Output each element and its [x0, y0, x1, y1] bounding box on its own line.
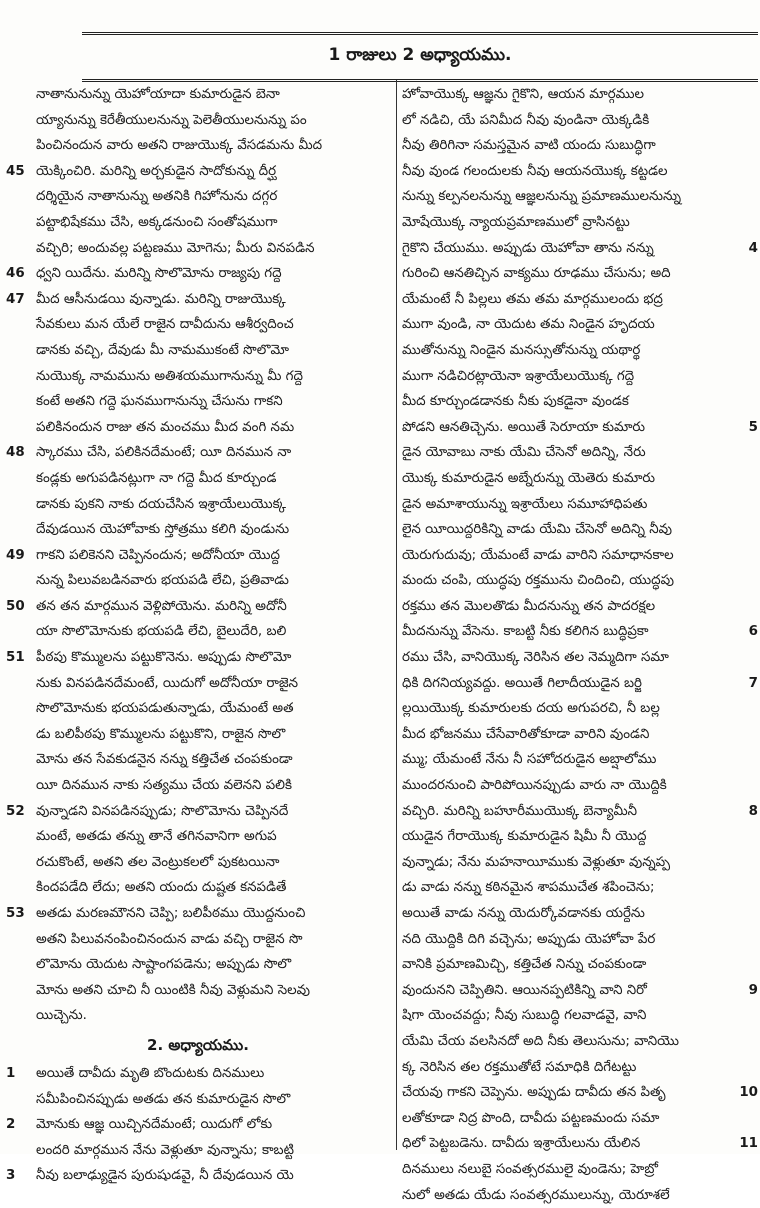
- line-text: అతడు మరణమౌనని చెప్పి; బలిపీఠము యొద్దనుంచి: [36, 906, 306, 921]
- line-text: కంటే అతని గద్దె ఘనముగానున్ను చేసును గాకని: [36, 394, 283, 410]
- line-text: అయితే దావీదు మృతి బొందుటకు దినములు: [36, 1065, 265, 1081]
- line-text: అతని పిలువనంపించినందున వాడు వచ్చి రాజైన సొ: [36, 931, 303, 947]
- line-text: నులో అతడు యేడు సంవత్సరములున్ను, యెరూశలే: [402, 1187, 670, 1203]
- text-line: [402, 466, 758, 492]
- text-line: [402, 645, 758, 671]
- verse-number: 3: [6, 1168, 16, 1184]
- line-text: వచ్చిరి. మరిన్ని బహూరీముయొక్క బెన్యామీనీ: [402, 803, 638, 819]
- line-text: డైన యోవాబు నాకు యేమి చేసెనో అదిన్ని, నేరు: [402, 445, 646, 461]
- text-line: [402, 389, 758, 415]
- left-column-top-lines: [6, 82, 390, 1029]
- text-line: [6, 952, 390, 978]
- line-text: పీఠపు కొమ్ములను పట్టుకొనెను. అప్పుడు సొలొమో: [36, 650, 292, 666]
- column-divider: [396, 80, 397, 1150]
- line-text: పట్టాభిషేకము చేసి, అక్కడనుంచి సంతోషముగా: [36, 214, 278, 230]
- line-text: గైకొని చేయుము. అప్పుడు యెహోవా తాను నన్ను: [402, 240, 654, 256]
- line-text: మ్ము; యేమంటే నేను నీ సహోదరుడైన అబ్షాలోము: [402, 752, 657, 768]
- text-line: [6, 364, 390, 390]
- text-line: [402, 82, 758, 108]
- text-line: [6, 696, 390, 722]
- text-line: [402, 568, 758, 594]
- text-line: [402, 594, 758, 620]
- line-text: ముందరనుంచి పారిపోయినప్పుడు వారు నా యొద్దికి: [402, 778, 667, 794]
- line-text: వున్నాడు; నేను మహనాయీముకు వెళ్లుతూ వున్నప్ప: [402, 854, 671, 870]
- text-line: [402, 261, 758, 287]
- line-text: య్యానున్ను కెరేతీయులనున్ను పెలెతీయులనున్ను పం: [36, 112, 307, 128]
- line-text: దేవుడయిన యెహోవాకు స్తోత్రము కలిగి వుండును: [36, 522, 290, 538]
- text-line: [6, 901, 390, 927]
- line-text: లైన యీయిద్దరికిన్ని వాడు యేమి చేసెనో అదిన్ని నీవు: [402, 522, 672, 538]
- line-text: సొలొమోనుకు భయపడుతున్నాడు, యేమంటే అత: [36, 701, 294, 717]
- text-line: [402, 364, 758, 390]
- line-text: మందు చంపి, యుద్ధపు రక్తమును చిందించి, యుద్ధపు: [402, 573, 674, 589]
- line-text: సేవకులు మన యేలే రాజైన దావీదును ఆశీర్వదించ: [36, 317, 294, 333]
- line-text: ధిలో పెట్టబడెను. దావీదు ఇశ్రాయేలును యేలిన: [402, 1136, 641, 1152]
- verse-number: 4: [748, 240, 758, 256]
- text-line: [402, 287, 758, 313]
- line-text: యీ దినమున నాకు సత్యము చేయ వలెనని పలికి: [36, 778, 292, 794]
- line-text: మోనుకు ఆజ్ఞ యిచ్చినదేమంటే; యిదుగో లోకు: [36, 1117, 273, 1133]
- page-title: 1 రాజులు 2 అధ్యాయము.: [328, 45, 512, 65]
- text-line: [402, 773, 758, 799]
- verse-number: 52: [6, 803, 25, 819]
- line-text: డైన అమాశాయున్ను ఇశ్రాయేలు సమూహాధిపతు: [402, 496, 648, 512]
- line-text: నున్న పిలువబడినవారు భయపడి లేచి, ప్రతివాడు: [36, 573, 289, 589]
- line-text: దినములు నలుబై సంవత్సరములై వుండెను; హెబ్రో: [402, 1161, 658, 1177]
- text-line: [6, 645, 390, 671]
- line-text: కండ్లకు అగుపడినట్లుగా నా గద్దె మీద కూర్చుండ: [36, 470, 277, 486]
- line-text: రక్తము తన మొలతొడు మీదనున్ను తన పాదరక్షల: [402, 598, 656, 614]
- verse-number: 7: [748, 675, 758, 691]
- line-text: యొక్క కుమారుడైన అబ్నేరున్ను యెతెరు కుమారు: [402, 470, 655, 486]
- text-line: [402, 927, 758, 953]
- line-text: చేయవు గాకని చెప్పెను. అప్పుడు దావీదు తన పితృ: [402, 1085, 666, 1101]
- line-text: ల్లయియొక్క కుమారులకు దయ అగుపరచి, నీ బల్ల: [402, 701, 660, 717]
- line-text: లో నడిచి, యే పనిమీద నీవు వుండినా యెక్కడికి: [402, 112, 650, 128]
- text-line: [402, 543, 758, 569]
- text-line: [402, 696, 758, 722]
- text-line: [6, 1061, 390, 1087]
- text-line: [402, 1055, 758, 1081]
- line-text: రము చేసి, వానియొక్క నెరిసిన తల నెమ్మదిగా సమా: [402, 650, 669, 666]
- line-text: నాతానునున్ను యెహోయాదా కుమారుడైన బెనా: [36, 87, 280, 102]
- line-text: ధికి దిగనియ్యవద్దు. అయితే గిలాదీయుడైన బర్జి: [402, 675, 642, 691]
- line-text: కిందపడేది లేదు; అతని యందు దుష్టత కనపడితే: [36, 880, 287, 896]
- line-text: పించినందున వారు అతని రాజుయొక్క వేసడమను మీద: [36, 138, 323, 154]
- text-line: [6, 1163, 390, 1189]
- verse-number: 50: [6, 598, 25, 614]
- line-text: నది యొద్దికి దిగి వచ్చెను; అప్పుడు యెహోవా పేర: [402, 931, 656, 947]
- line-text: ధ్వని యిదేను. మరిన్ని సొలొమోను రాజ్యపు గద్దె: [36, 266, 282, 282]
- line-text: దర్శియైన నాతానున్ను అతనికి గిహోనును దగ్గర: [36, 189, 278, 205]
- line-text: సమీపించినప్పుడు అతడు తన కుమారుడైన సొలొ: [36, 1091, 291, 1107]
- verse-number: 45: [6, 163, 25, 179]
- line-text: అయితే వాడు నన్ను యెదుర్కోవడానకు యర్దేను: [402, 906, 645, 921]
- text-line: [402, 799, 758, 825]
- verse-number: 51: [6, 650, 25, 666]
- text-line: [402, 850, 758, 876]
- text-line: [402, 1157, 758, 1183]
- line-text: నీవు వుండ గలందులకు నీవు ఆయనయొక్క కట్టడల: [402, 163, 668, 179]
- text-line: [6, 133, 390, 159]
- text-line: [6, 492, 390, 518]
- text-line: [402, 875, 758, 901]
- line-text: లతోకూడా నిద్ర పొంది, దావీదు పట్టణమందు సమా: [402, 1110, 660, 1126]
- text-line: [6, 108, 390, 134]
- text-line: [6, 722, 390, 748]
- line-text: ముగా నడిచిరట్లాయెనా ఇశ్రాయేలుయొక్క గద్దె: [402, 368, 635, 384]
- line-text: మోను తన సేవకుడనైన నన్ను కత్తిచేత చంపకుండా: [36, 752, 293, 768]
- verse-number: 5: [748, 419, 758, 435]
- line-text: వానికి ప్రమాణమిచ్చి, కత్తిచేత నిన్ను చంపకుండా: [402, 957, 647, 973]
- line-text: మీద ఆసీనుడయి వున్నాడు. మరిన్ని రాజుయొక్క: [36, 291, 286, 307]
- line-text: పలికినందున రాజు తన మంచము మీద వంగి నమ: [36, 419, 295, 435]
- text-line: [6, 875, 390, 901]
- line-text: వున్నాడని వినపడినప్పుడు; సొలొమోను చెప్పినదే: [36, 803, 289, 819]
- text-line: [6, 440, 390, 466]
- verse-number: 10: [739, 1085, 758, 1101]
- text-line: [6, 82, 390, 108]
- right-column: [402, 82, 758, 1208]
- text-line: [402, 1106, 758, 1132]
- text-line: [6, 466, 390, 492]
- text-line: [402, 978, 758, 1004]
- line-text: నుయొక్క నామమును అతిశయముగానున్ను మీ గద్దె: [36, 368, 303, 384]
- text-line: [402, 236, 758, 262]
- line-text: క్క నెరిసిన తల రక్తముతోటే సమాధికి దిగేటట్టు: [402, 1059, 637, 1075]
- line-text: మీదనున్ను వేసెను. కాబట్టి నీకు కలిగిన బుద్ధిప్రకా: [402, 624, 649, 640]
- line-text: యెక్కించిరి. మరిన్ని అర్చకుడైన సాదోకున్ను దీర్ఘ: [36, 163, 277, 179]
- text-line: [402, 952, 758, 978]
- line-text: హోవాయొక్క ఆజ్ఞను గైకొని, ఆయన మార్గముల: [402, 87, 644, 102]
- line-text: వచ్చిరి; అందువల్ల పట్టణము మోగెను; మీరు వినపడిన: [36, 240, 315, 256]
- verse-number: 9: [748, 982, 758, 998]
- line-text: నీవు బలాఢ్యుడైన పురుషుడవై, నీ దేవుడయిన యె: [36, 1168, 294, 1184]
- line-text: యెరుగుదువు; యేమంటే వాడు వారిని సమాధానకాల: [402, 547, 674, 563]
- text-line: [6, 159, 390, 185]
- text-line: [6, 517, 390, 543]
- text-line: [402, 338, 758, 364]
- text-line: [6, 210, 390, 236]
- text-line: [6, 261, 390, 287]
- line-text: గురించి ఆనతిచ్చిన వాక్యము రూఢము చేసును; అది: [402, 266, 671, 282]
- verse-number: 46: [6, 266, 25, 282]
- text-line: [402, 1183, 758, 1208]
- text-line: [402, 492, 758, 518]
- text-line: [402, 1003, 758, 1029]
- line-text: డానకు వచ్చి, దేవుడు మీ నామముకంటే సొలొమో: [36, 342, 289, 358]
- text-line: [402, 671, 758, 697]
- text-line: [6, 1112, 390, 1138]
- verse-number: 49: [6, 547, 25, 563]
- text-line: [6, 568, 390, 594]
- text-line: [6, 927, 390, 953]
- text-line: [6, 978, 390, 1004]
- line-text: ముతోనున్ను నిండైన మనస్సుతోనున్ను యథార్థ: [402, 342, 641, 358]
- text-line: [402, 747, 758, 773]
- line-text: మోషేయొక్క న్యాయప్రమాణములో వ్రాసినట్టు: [402, 214, 630, 230]
- line-text: మంటే, అతడు తన్ను తానే తగినవానిగా అగుప: [36, 829, 277, 845]
- text-line: [6, 389, 390, 415]
- text-line: [402, 824, 758, 850]
- text-line: [402, 440, 758, 466]
- text-line: [402, 184, 758, 210]
- line-text: లొమోను యెదుట సాష్టాంగపడెను; అప్పుడు సొలొ: [36, 957, 292, 973]
- line-text: నున్ను కల్పనలనున్ను ఆజ్ఞలనున్ను ప్రమాణములనున్ను: [402, 189, 682, 205]
- text-line: [402, 108, 758, 134]
- line-text: యా సొలొమోనుకు భయపడి లేచి, బైలుదేరి, బలి: [36, 624, 287, 640]
- line-text: మీద కూర్చుండడానకు నీకు పుకడైనా వుండక: [402, 394, 629, 410]
- line-text: నుకు వినపడినదేమంటే, యిదుగో అదోనీయా రాజైన: [36, 675, 299, 691]
- text-line: [6, 1003, 390, 1029]
- text-line: [402, 1080, 758, 1106]
- text-line: [6, 747, 390, 773]
- text-line: [6, 619, 390, 645]
- verse-number: 11: [739, 1136, 758, 1152]
- text-line: [402, 210, 758, 236]
- text-line: [6, 594, 390, 620]
- verse-number: 8: [748, 803, 758, 819]
- text-line: [6, 415, 390, 441]
- line-text: యిచ్చెను.: [36, 1008, 87, 1024]
- line-text: షిగా యెంచవద్దు; నీవు సుబుద్ధి గలవాడవై, వాని: [402, 1008, 647, 1024]
- text-line: [402, 1131, 758, 1157]
- line-text: డు బలిపీఠపు కొమ్ములను పట్టుకొని, రాజైన సొలొ: [36, 726, 286, 742]
- verse-number: 1: [6, 1065, 16, 1081]
- text-line: [6, 338, 390, 364]
- left-column: [6, 82, 390, 1189]
- text-line: [402, 619, 758, 645]
- text-line: [6, 671, 390, 697]
- text-line: [6, 236, 390, 262]
- verse-number: 6: [748, 624, 758, 640]
- left-column-bottom-lines: [6, 1061, 390, 1189]
- text-line: [6, 799, 390, 825]
- line-text: రచుకొంటే, అతని తల వెంట్రుకలలో పుకటయినా: [36, 854, 280, 870]
- line-text: ముగా వుండి, నా యెదుట తమ నిండైన హృదయ: [402, 317, 655, 333]
- text-line: [402, 1029, 758, 1055]
- text-line: [402, 901, 758, 927]
- line-text: తన తన మార్గమున వెళ్లిపోయెను. మరిన్ని అదోనీ: [36, 598, 287, 614]
- verse-number: 48: [6, 445, 25, 461]
- text-line: [6, 312, 390, 338]
- verse-number: 53: [6, 906, 25, 921]
- text-line: [6, 287, 390, 313]
- text-line: [6, 773, 390, 799]
- line-text: లందరి మార్గమున నేను వెళ్లుతూ వున్నాను; కాబట్టి: [36, 1142, 294, 1158]
- page-header: [82, 32, 758, 82]
- line-text: పోడని ఆనతిచ్చెను. అయితే సెరూయా కుమారు: [402, 419, 646, 435]
- text-line: [402, 133, 758, 159]
- verse-number: 47: [6, 291, 25, 307]
- chapter-heading: 2. అధ్యాయము.: [147, 1035, 249, 1054]
- line-text: డానకు పుకని నాకు దయచేసిన ఇశ్రాయేలుయొక్క: [36, 496, 287, 512]
- line-text: యేమంటే నీ పిల్లలు తమ తమ మార్గములందు భద్ర: [402, 291, 663, 307]
- text-line: [6, 184, 390, 210]
- verse-number: 2: [6, 1117, 16, 1133]
- text-line: [6, 1138, 390, 1164]
- text-line: [6, 1087, 390, 1113]
- line-text: మీద భోజనము చేసేవారితోకూడా వారిని వుండని: [402, 726, 650, 742]
- text-line: [402, 159, 758, 185]
- line-text: నీవు తిరిగినా సమస్తమైన వాటి యందు సుబుద్ధిగా: [402, 138, 656, 154]
- line-text: యుడైన గేరాయొక్క కుమారుడైన షిమీ నీ యొద్ద: [402, 829, 647, 845]
- text-line: [6, 850, 390, 876]
- line-text: వుందునని చెప్పితిని. ఆయినప్పటికిన్ని వాని నిరో: [402, 982, 647, 998]
- line-text: డు వాడు నన్ను కఠినమైన శాపముచేత శపించెను;: [402, 880, 655, 896]
- line-text: యేమి చేయ వలసినదో అది నీకు తెలుసును; వానియొ: [402, 1033, 679, 1049]
- text-line: [402, 517, 758, 543]
- line-text: గాకని పలికెనని చెప్పినందున; అదోనీయా యొద్ద: [36, 547, 280, 563]
- text-line: [402, 312, 758, 338]
- text-line: [6, 824, 390, 850]
- line-text: స్కారము చేసి, పలికినదేమంటే; యీ దినమున నా: [36, 445, 292, 461]
- text-line: [402, 415, 758, 441]
- text-line: [402, 722, 758, 748]
- text-line: [6, 543, 390, 569]
- line-text: మోను అతని చూచి నీ యింటికి నీవు వెళ్లుమని సెలవు: [36, 982, 310, 998]
